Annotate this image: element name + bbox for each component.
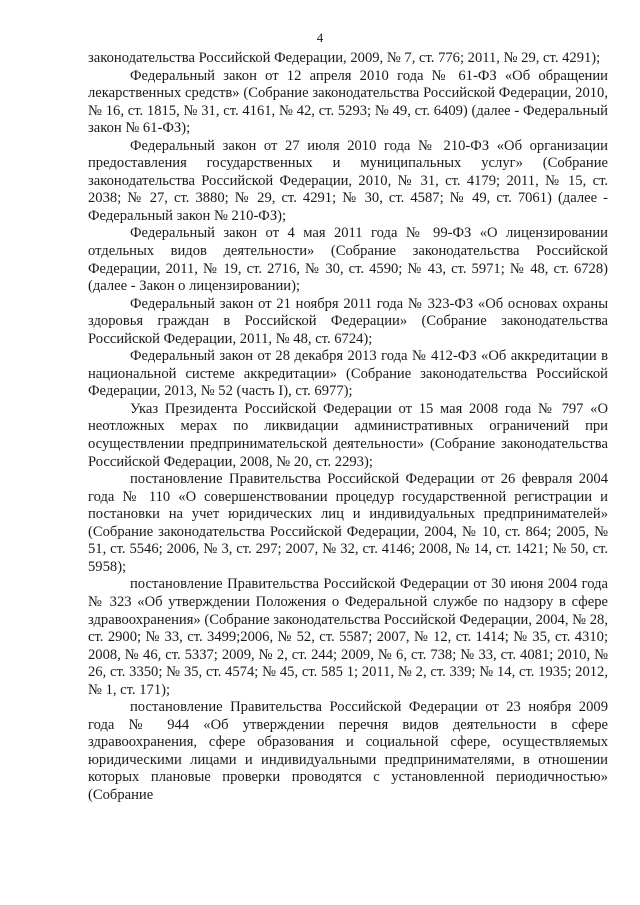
paragraph-law-99-fz: Федеральный закон от 4 мая 2011 года № 99-ФЗ «О лицензировании отдельных видов деятельности» (Собрание законодательства Российской Федерации, 2011, № 19, ст. 2716, № 30, ст. 4590; № 43, ст. 5971; № 48, ст. 6728) (далее - Закон о лицензировании); [88,225,608,295]
paragraph-decree-797: Указ Президента Российской Федерации от 15 мая 2008 года № 797 «О неотложных мерах по ликвидации административных ограничений при осуществлении предпринимательской деятельности» (Собрание законодательства Российской Федерации, 2008, № 20, ст. 2293); [88,400,608,470]
paragraph-law-412-fz: Федеральный закон от 28 декабря 2013 года № 412-ФЗ «Об аккредитации в национальной системе аккредитации» (Собрание законодательства Российской Федерации, 2013, № 52 (часть I), ст. 6977); [88,348,608,400]
paragraph-law-61-fz: Федеральный закон от 12 апреля 2010 года № 61-ФЗ «Об обращении лекарственных средств» (Собрание законодательства Российской Федерации, 2010, № 16, ст. 1815, № 31, ст. 4161, № 42, ст. 5293; № 49, ст. 6409) (далее - Федеральный закон № 61-ФЗ); [88,67,608,137]
paragraph-resolution-323: постановление Правительства Российской Федерации от 30 июня 2004 года № 323 «Об утверждении Положения о Федеральной службе по надзору в сфере здравоохранения» (Собрание законодательства Российской Федерации, 2004, № 28, ст. 2900; № 33, ст. 3499;2006, № 52, ст. 5587; 2007, № 12, ст. 1414; № 35, ст. 4310; 2008, № 46, ст. 5337; 2009, № 2, ст. 244; 2009, № 6, ст. 738; № 33, ст. 4081; 2010, № 26, ст. 3350; № 35, ст. 4574; № 45, ст. 585 1; 2011, № 2, ст. 339; № 14, ст. 1935; 2012, № 1, ст. 171); [88,576,608,698]
document-body [88,50,608,805]
paragraph-resolution-944: постановление Правительства Российской Федерации от 23 ноября 2009 года № 944 «Об утверждении перечня видов деятельности в сфере здравоохранения, сфере образования и социальной сфере, осуществляемых юридическими лицами и индивидуальными предпринимателями, в отношении которых плановые проверки проводятся с установленной периодичностью» (Собрание [88,699,608,803]
paragraph-continuation: законодательства Российской Федерации, 2009, № 7, ст. 776; 2011, № 29, ст. 4291); [88,50,601,66]
paragraph-law-323-fz: Федеральный закон от 21 ноября 2011 года № 323-ФЗ «Об основах охраны здоровья граждан в Российской Федерации» (Собрание законодательства Российской Федерации, 2011, № 48, ст. 6724); [88,295,608,347]
paragraph-resolution-110: постановление Правительства Российской Федерации от 26 февраля 2004 года № 110 «О совершенствовании процедур государственной регистрации и постановки на учет юридических лиц и индивидуальных предпринимателей» (Собрание законодательства Российской Федерации, 2004, № 10, ст. 864; 2005, № 51, ст. 5546; 2006, № 3, ст. 297; 2007, № 32, ст. 4146; 2008, № 14, ст. 1421; № 50, ст. 5958); [88,471,608,575]
page-number: 4 [316,30,324,45]
paragraph-law-210-fz: Федеральный закон от 27 июля 2010 года № 210-ФЗ «Об организации предоставления государственных и муниципальных услуг» (Собрание законодательства Российской Федерации, 2010, № 31, ст. 4179; 2011, № 15, ст. 2038; № 27, ст. 3880; № 29, ст. 4291; № 30, ст. 4587; № 49, ст. 7061) (далее - Федеральный закон № 210-ФЗ); [88,137,608,224]
